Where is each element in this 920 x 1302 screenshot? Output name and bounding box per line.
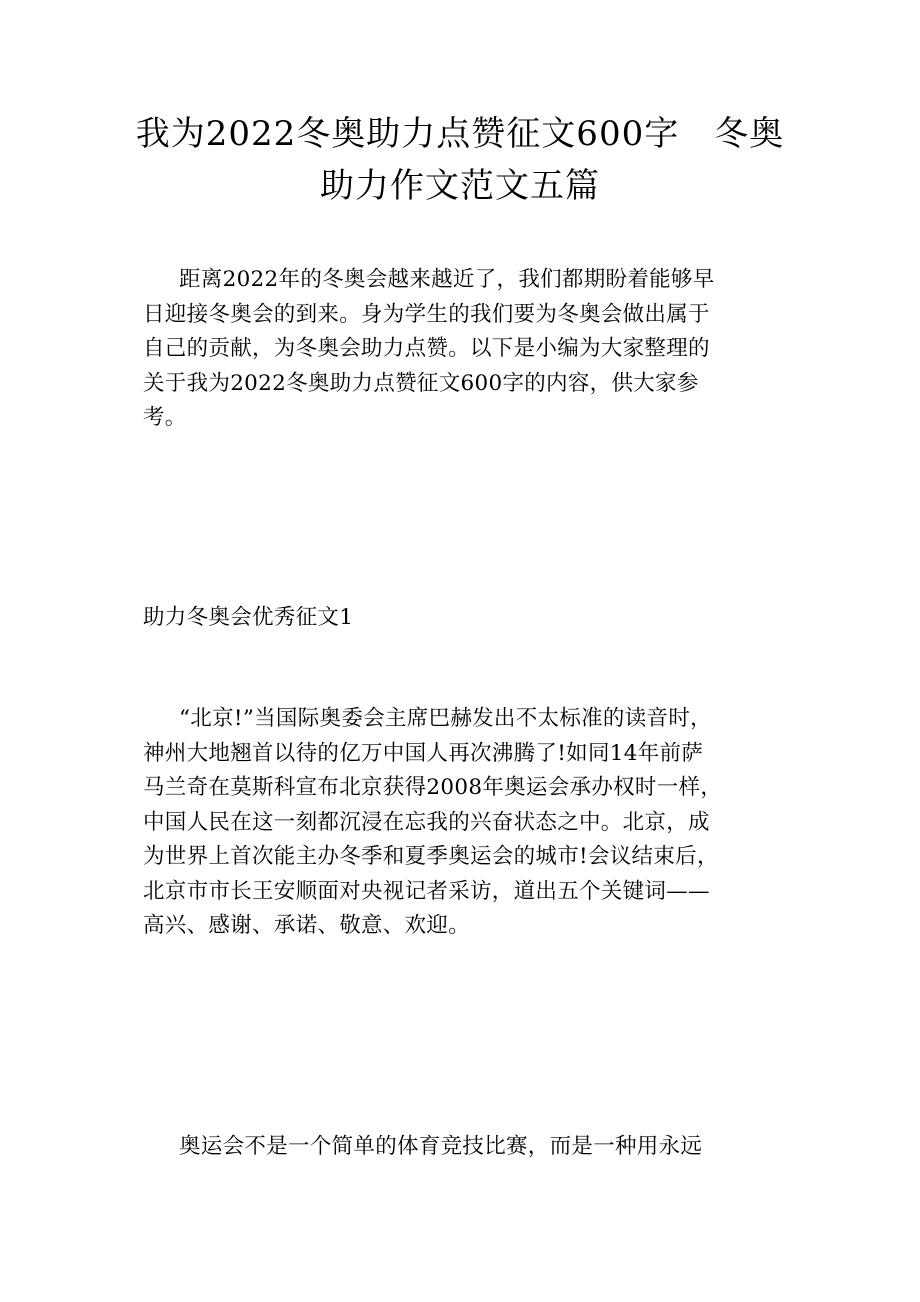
intro-line: 自己的贡献，为冬奥会助力点赞。以下是小编为大家整理的	[143, 336, 710, 361]
intro-line: 日迎接冬奥会的到来。身为学生的我们要为冬奥会做出属于	[143, 301, 710, 327]
essay-line: 马兰奇在莫斯科宣布北京获得2008年奥运会承办权时一样，	[143, 775, 723, 800]
title-line-1: 我为2022冬奥助力点赞征文600字 冬奥	[135, 114, 785, 154]
title-line-2: 助力作文范文五篇	[320, 166, 600, 206]
intro-paragraph	[143, 263, 783, 436]
intro-line: 距离2022年的冬奥会越来越近了，我们都期盼着能够早	[179, 267, 715, 292]
essay-line: 北京市市长王安顺面对央视记者采访，道出五个关键词——	[143, 878, 710, 904]
essay-2-paragraph	[143, 1130, 783, 1165]
essay-line: 为世界上首次能主办冬季和夏季奥运会的城市!会议结束后，	[143, 844, 719, 869]
intro-line: 考。	[143, 405, 187, 430]
section-heading: 助力冬奥会优秀征文1	[143, 605, 354, 630]
document-title	[120, 108, 800, 212]
essay-1-paragraph	[143, 702, 783, 944]
intro-line: 关于我为2022冬奥助力点赞征文600字的内容，供大家参	[143, 370, 699, 396]
essay-line: 高兴、感谢、承诺、敬意、欢迎。	[143, 913, 471, 938]
essay-line: 中国人民在这一刻都沉浸在忘我的兴奋状态之中。北京，成	[143, 809, 710, 835]
essay-line: 神州大地翘首以待的亿万中国人再次沸腾了!如同14年前萨	[143, 740, 704, 766]
essay-line: “北京!”当国际奥委会主席巴赫发出不太标准的读音时，	[179, 706, 712, 731]
essay-line: 奥运会不是一个简单的体育竞技比赛，而是一种用永远	[179, 1134, 703, 1159]
